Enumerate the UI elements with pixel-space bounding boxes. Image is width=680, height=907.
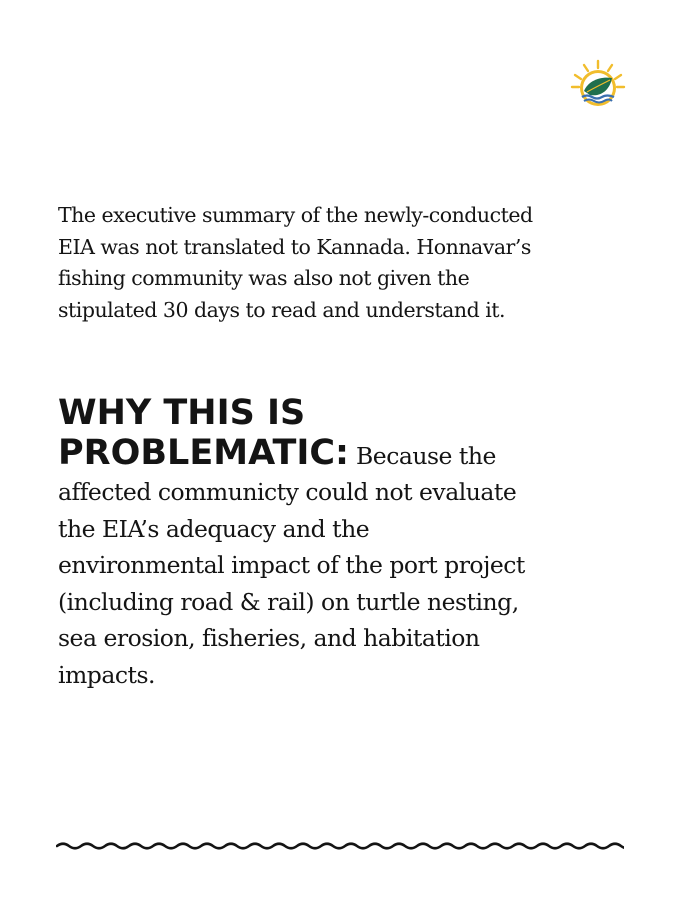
wavy-line-divider-icon bbox=[56, 838, 624, 854]
sun-leaf-wave-emblem-icon bbox=[570, 59, 626, 115]
problem-paragraph bbox=[58, 395, 538, 693]
problem-body: Because the affected communicty could not evaluate the EIA’s adequacy and the environmental impact of the port project (including road & rail) on turtle nesting, sea erosion, fisheries, and habitation impacts. bbox=[58, 441, 525, 689]
intro-paragraph: The executive summary of the newly-conducted EIA was not translated to Kannada. Honnavar’s fishing community was also not given the stipulated 30 days to read and understand it. bbox=[58, 203, 533, 322]
problem-heading: WHY THIS IS PROBLEMATIC: bbox=[58, 393, 350, 473]
